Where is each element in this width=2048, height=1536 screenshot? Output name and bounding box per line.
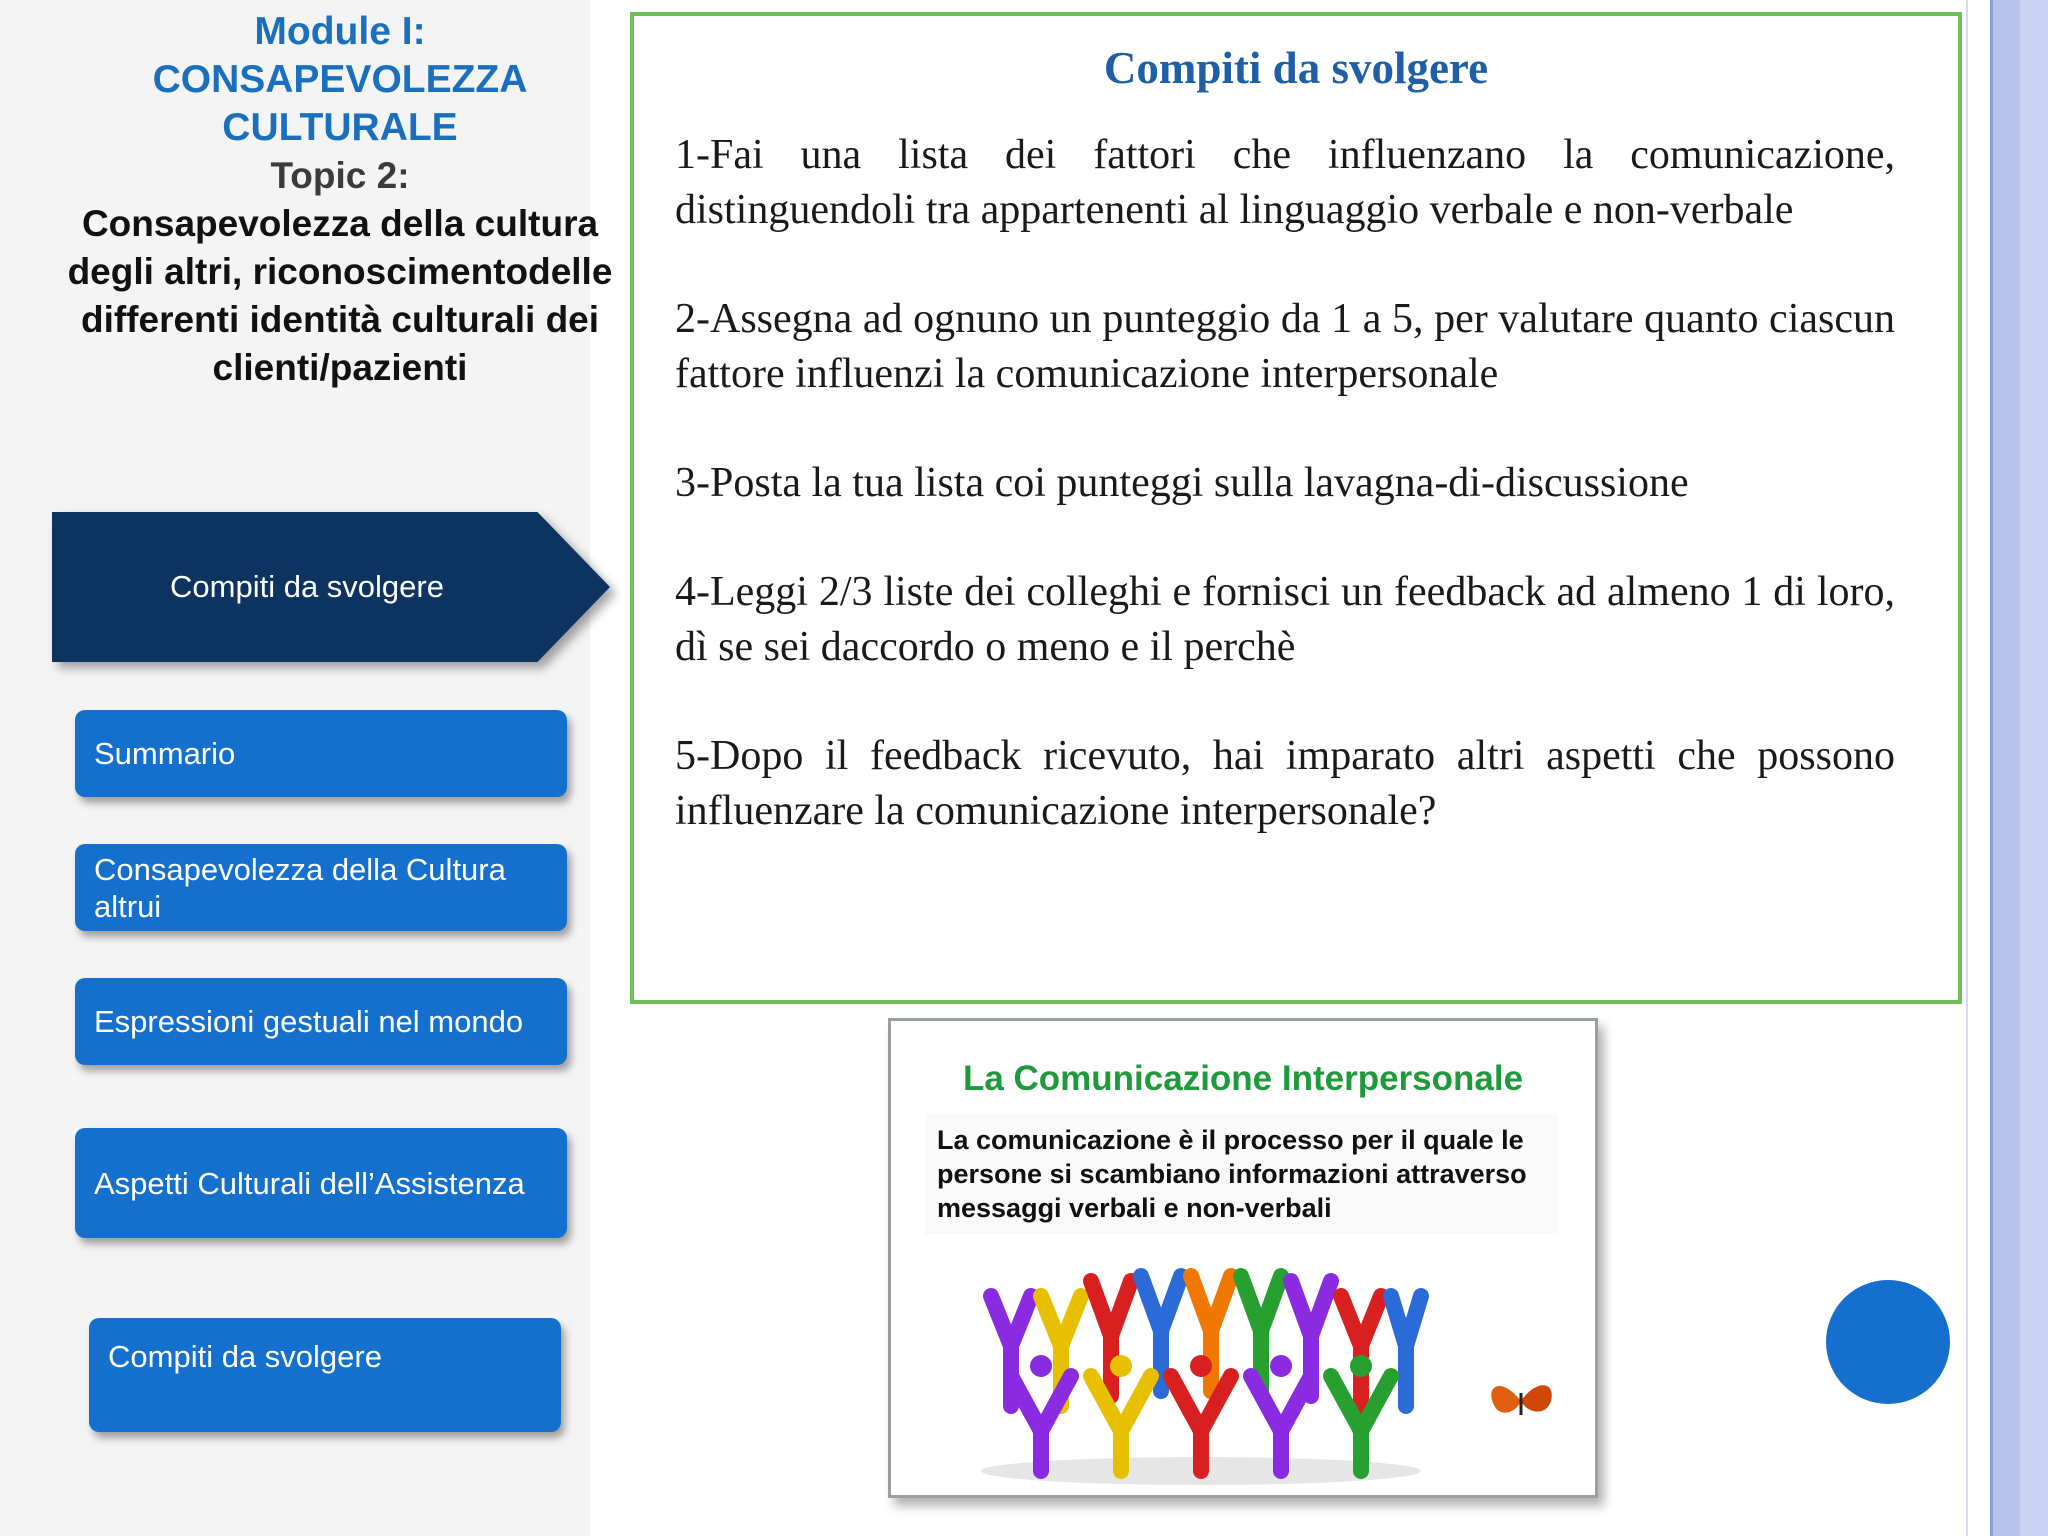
task-item: 2-Assegna ad ognuno un punteggio da 1 a 5, per valutare quanto ciascun fattore influenzi la comunicazione interpersonale — [675, 296, 1895, 397]
people-circle-illustration — [951, 1256, 1451, 1486]
task-item: 5-Dopo il feedback ricevuto, hai imparato altri aspetti che possono influenzare la comunicazione interpersonale? — [675, 733, 1895, 834]
nav-circle-button[interactable] — [1826, 1280, 1950, 1404]
task-item: 3-Posta la tua lista coi punteggi sulla lavagna-di-discussione — [675, 460, 1689, 506]
tasks-box — [630, 12, 1962, 1004]
nav-item-consapevolezza[interactable] — [75, 844, 567, 931]
decorative-stripe — [1990, 0, 2023, 1536]
decorative-stripe — [1966, 0, 1990, 1536]
nav-item-summario[interactable] — [75, 710, 567, 797]
topic-label: Topic 2: — [270, 155, 410, 196]
nav-active-label: Compiti da svolgere — [170, 569, 444, 604]
nav-item-aspetti[interactable] — [75, 1128, 567, 1238]
nav-item-label: Consapevolezza della Cultura altrui — [94, 851, 506, 924]
module-name: CONSAPEVOLEZZA CULTURALE — [152, 58, 528, 149]
task-item: 1-Fai una lista dei fattori che influenzano la comunicazione, distinguendoli tra appartenenti al linguaggio verbale e non-verbale — [675, 132, 1895, 233]
module-label: Module I: — [254, 10, 426, 53]
tasks-list — [675, 128, 1895, 893]
nav-item-espressioni[interactable] — [75, 978, 567, 1065]
communication-card — [888, 1018, 1598, 1498]
nav-item-compiti[interactable] — [89, 1318, 561, 1432]
topic-description: Consapevolezza della cultura degli altri, riconoscimentodelle differenti identità culturali dei clienti/pazienti — [67, 203, 613, 388]
tasks-title: Compiti da svolgere — [1103, 43, 1489, 93]
butterfly-icon — [1481, 1371, 1561, 1431]
card-text: La comunicazione è il processo per il quale le persone si scambiano informazioni attraverso messaggi verbali e non-verbali — [925, 1113, 1559, 1235]
decorative-stripe — [2020, 0, 2048, 1536]
nav-item-label: Espressioni gestuali nel mondo — [94, 1004, 524, 1039]
nav-item-label: Summario — [94, 736, 236, 771]
card-title: La Comunicazione Interpersonale — [962, 1059, 1524, 1098]
module-header — [60, 8, 620, 392]
task-item: 4-Leggi 2/3 liste dei colleghi e fornisci un feedback ad almeno 1 di loro, dì se sei daccordo o meno e il perchè — [675, 569, 1895, 670]
nav-item-active[interactable] — [52, 512, 610, 662]
nav-item-label: Compiti da svolgere — [108, 1339, 382, 1374]
nav-item-label: Aspetti Culturali dell’Assistenza — [94, 1165, 525, 1201]
